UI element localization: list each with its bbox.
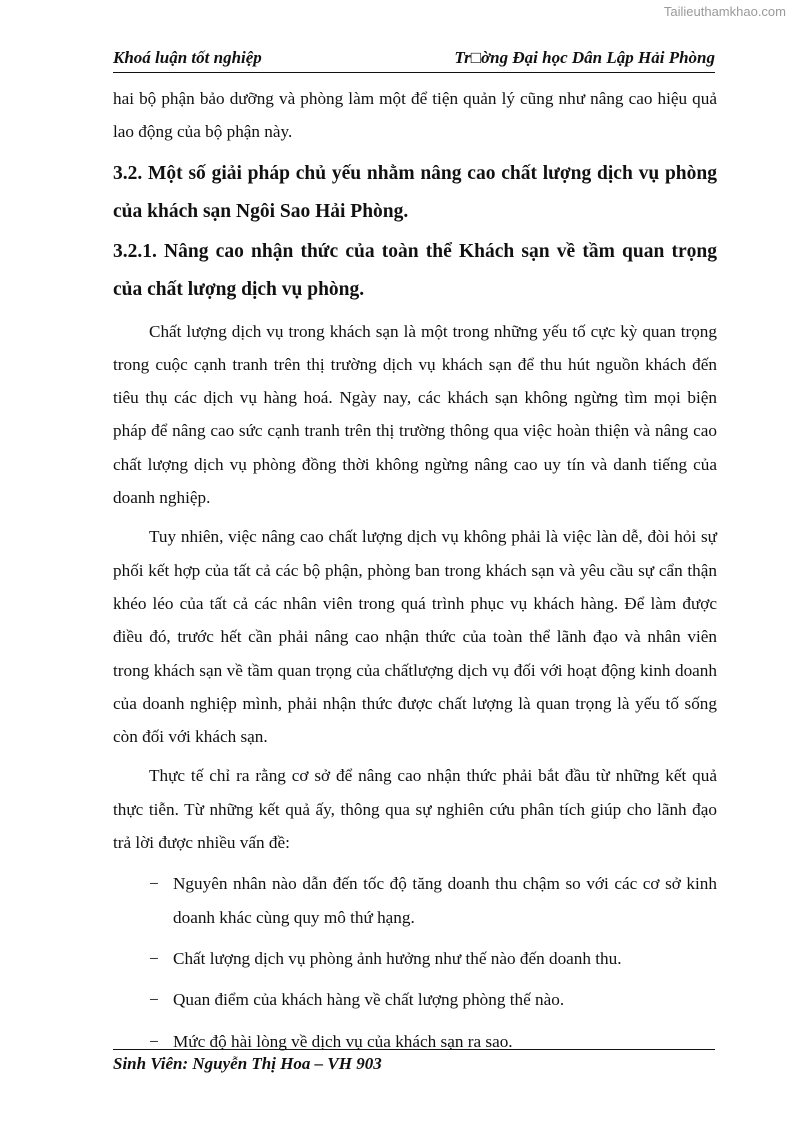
section-heading-3-2: 3.2. Một số giải pháp chủ yếu nhằm nâng cao chất lượng dịch vụ phòng của khách sạn Ngôi Sao Hải Phòng. [113, 162, 717, 222]
body-paragraph-1: Chất lượng dịch vụ trong khách sạn là một trong những yếu tố cực kỳ quan trọng trong cuộc cạnh tranh trên thị trường dịch vụ khách sạn để thu hút nguồn khách đến tiêu thụ các dịch vụ hàng hoá. Ngày nay, các khách sạn không ngừng tìm mọi biện pháp để nâng cao sức cạnh tranh trên thị trường thông qua việc hoàn thiện và nâng cao chất lượng dịch vụ phòng đồng thời không ngừng nâng cao uy tín và danh tiếng của doanh nghiệp. [113, 321, 717, 508]
bullet-text: Mức độ hài lòng về dịch vụ của khách sạn ra sao. [173, 1031, 513, 1051]
section-heading-3-2-1: 3.2.1. Nâng cao nhận thức của toàn thể Khách sạn về tầm quan trọng của chất lượng dịch vụ phòng. [113, 240, 717, 300]
bullet-dash: − [149, 990, 159, 1010]
body-paragraph-3: Thực tế chỉ ra rằng cơ sở để nâng cao nhận thức phải bắt đầu từ những kết quả thực tiễn. Từ những kết quả ấy, thông qua sự nghiên cứu phân tích giúp cho lãnh đạo trả lời được nhiều vấn đề: [113, 766, 717, 853]
watermark: Tailieuthamkhao.com [663, 4, 786, 19]
intro-paragraph: hai bộ phận bảo dưỡng và phòng làm một để tiện quản lý cũng như nâng cao hiệu quả lao động của bộ phận này. [113, 89, 717, 142]
body-paragraph-2: Tuy nhiên, việc nâng cao chất lượng dịch vụ không phải là việc làn dễ, đòi hỏi sự phối kết hợp của tất cả các bộ phận, phòng ban trong khách sạn và yêu cầu sự cẩn thận khéo léo của tất cả các nhân viên trong quá trình phục vụ khách hàng. Để làm được điều đó, trước hết cần phải nâng cao nhận thức của toàn thể lãnh đạo và nhân viên trong khách sạn về tầm quan trọng của chấtlượng dịch vụ đối với hoạt động kinh doanh của doanh nghiệp mình, phải nhận thức được chất lượng là quan trọng là yếu tố sống còn đối với khách sạn. [113, 527, 717, 747]
bullet-dash: − [149, 1031, 159, 1051]
bullet-text: Quan điểm của khách hàng về chất lượng phòng thế nào. [173, 990, 565, 1010]
bullet-item-3 [113, 983, 717, 1016]
bullet-text: Chất lượng dịch vụ phòng ảnh hưởng như thế nào đến doanh thu. [173, 948, 622, 968]
footer-divider [113, 1049, 715, 1050]
header-university: Tr□ờng Đại học Dân Lập Hải Phòng [454, 48, 715, 67]
page-body [113, 82, 717, 1058]
page-header [113, 48, 715, 72]
page-footer: Sinh Viên: Nguyễn Thị Hoa – VH 903 [113, 1054, 382, 1073]
bullet-dash: − [149, 948, 159, 968]
bullet-text: Nguyên nhân nào dẫn đến tốc độ tăng doanh thu chậm so với các cơ sở kinh doanh khác cùng quy mô thứ hạng. [173, 874, 717, 927]
bullet-item-1 [113, 867, 717, 934]
header-divider [113, 72, 715, 73]
header-thesis-title: Khoá luận tốt nghiệp [113, 48, 262, 67]
bullet-dash: − [149, 874, 159, 894]
bullet-item-2 [113, 942, 717, 975]
bullet-item-4 [113, 1025, 717, 1058]
